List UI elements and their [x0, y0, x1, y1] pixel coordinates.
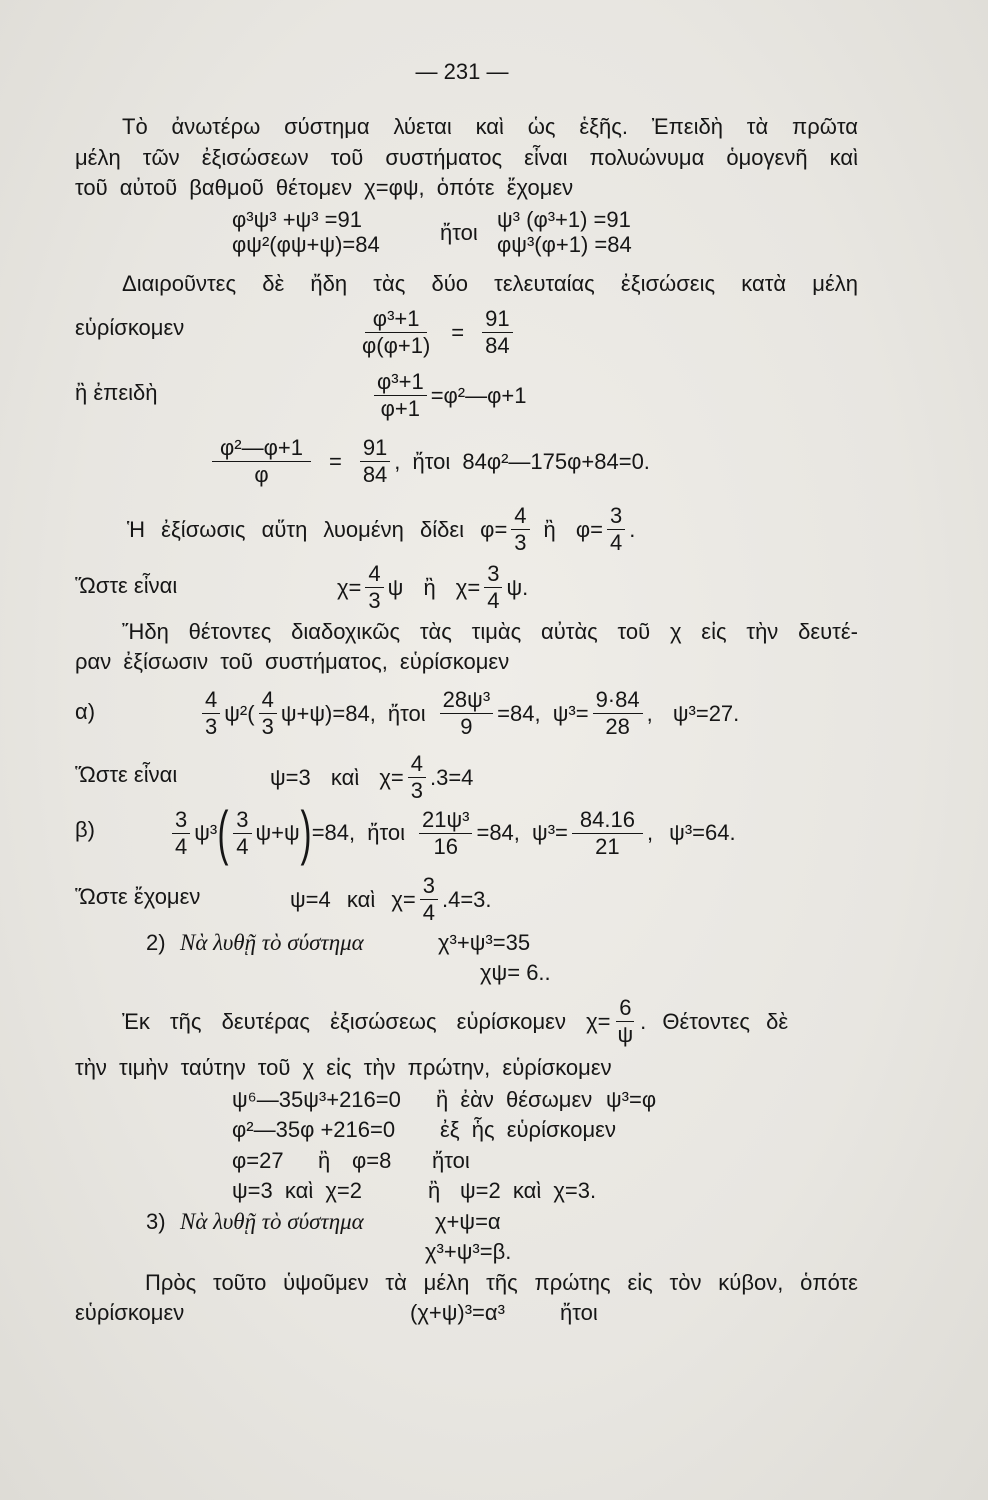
step-1-text: ἢ ἐὰν θέσωμεν: [436, 1087, 593, 1112]
fraction: [233, 807, 251, 860]
step-4-solution-2: ψ=2 καὶ χ=3.: [460, 1178, 597, 1203]
solution-2-line-1: [122, 995, 788, 1048]
roots-end: .: [629, 516, 636, 542]
problem-2-prompt: Νὰ λυθῇ τὸ σύστημα: [180, 930, 364, 955]
fraction: [365, 561, 383, 614]
solution-2-lead: Ἐκ τῆς δευτέρας ἐξισώσεως εὑρίσκομεν χ=: [122, 1008, 611, 1034]
fraction-numerator: 21ψ³: [419, 807, 472, 834]
case-a-term-1: ψ²(: [224, 700, 255, 726]
fraction-denominator: 4: [422, 900, 435, 925]
system-connector: ἤτοι: [440, 220, 478, 245]
fraction-numerator: 28ψ³: [440, 687, 493, 714]
step-1-substitution: ψ³=φ: [606, 1087, 657, 1112]
fraction-denominator: φ(φ+1): [362, 333, 431, 358]
step-3-root-2: φ=8: [352, 1148, 392, 1173]
fraction-numerator: 9·84: [593, 687, 643, 714]
case-a-result-label: Ὥστε εἶναι: [75, 762, 178, 787]
fraction: [212, 435, 311, 488]
fraction: [259, 687, 277, 740]
fraction-numerator: 84.16: [572, 807, 643, 834]
system-left-equation-2: φψ²(φψ+ψ)=84: [232, 232, 380, 257]
fraction-denominator: 16: [433, 833, 458, 859]
fraction-denominator: 3: [368, 588, 381, 613]
division-equation: [355, 306, 517, 359]
problem-2-equation-1: χ³+ψ³=35: [438, 930, 531, 955]
step-4-or: ἢ: [428, 1178, 441, 1203]
since-rhs: =φ²—φ+1: [430, 382, 527, 408]
relation-start: χ=: [337, 574, 362, 600]
fraction: [360, 435, 390, 488]
case-a-result-term-2: .3=4: [429, 764, 474, 790]
fraction-denominator: 21: [595, 833, 620, 859]
substitution-line-2: ραν ἐξίσωσιν τοῦ συστήματος, εὑρίσκομεν: [75, 649, 510, 674]
case-a-term-2: ψ+ψ)=84, ἤτοι: [280, 700, 426, 726]
fraction-denominator: 3: [205, 714, 218, 739]
fraction-denominator: 4: [487, 588, 500, 613]
intro-line-1: Τὸ ἀνωτέρω σύστημα λύεται καὶ ὡς ἑξῆς. Ἐπειδὴ τὰ πρῶτα: [122, 114, 858, 139]
case-b-label: β): [75, 817, 95, 842]
fraction-numerator: 4: [259, 687, 277, 714]
problem-3-equation-2: χ³+ψ³=β.: [425, 1239, 512, 1264]
equals-sign: =: [328, 448, 342, 474]
case-b-result-equation: [290, 873, 492, 926]
case-a-term-4: , ψ³=27.: [646, 700, 740, 726]
fraction: [420, 873, 438, 926]
fraction: [359, 306, 433, 359]
fraction: [593, 687, 643, 740]
fraction-numerator: 91: [360, 435, 390, 462]
substitution-line-1: Ἤδη θέτοντες διαδοχικῶς τὰς τιμὰς αὐτὰς τοῦ χ εἰς τὴν δευτέ-: [122, 619, 858, 644]
problem-3-number: 3): [146, 1209, 166, 1234]
case-a-result-equation: [270, 751, 473, 804]
fraction-numerator: 4: [365, 561, 383, 588]
fraction: [374, 369, 427, 422]
fraction-denominator: 3: [410, 778, 423, 803]
relation-equation: [337, 561, 528, 614]
relation-end: ψ.: [506, 574, 529, 600]
fraction-denominator: ψ: [617, 1022, 634, 1047]
fraction-denominator: 3: [261, 714, 274, 739]
fraction: [202, 687, 220, 740]
closing-tail: ἤτοι: [560, 1300, 598, 1325]
case-b-result-label: Ὥστε ἔχομεν: [75, 884, 201, 909]
fraction: [419, 807, 472, 860]
fraction-numerator: 3: [420, 873, 438, 900]
intro-line-3: τοῦ αὐτοῦ βαθμοῦ θέτομεν χ=φψ, ὁπότε ἔχομεν: [75, 175, 574, 200]
case-a-term-3: =84, ψ³=: [497, 700, 589, 726]
fraction: [408, 751, 426, 804]
fraction-numerator: 4: [202, 687, 220, 714]
fraction-denominator: 4: [175, 833, 188, 859]
fraction: [440, 687, 493, 740]
fraction-numerator: 91: [482, 306, 512, 333]
closing-line-1: Πρὸς τοῦτο ὑψοῦμεν τὰ μέλη τῆς πρώτης εἰς τὸν κύβον, ὁπότε: [145, 1270, 858, 1295]
fraction-numerator: 3: [484, 561, 502, 588]
fraction: [572, 807, 643, 860]
fraction-numerator: 4: [511, 503, 529, 530]
fraction-numerator: φ³+1: [374, 369, 427, 396]
fraction-denominator: 3: [514, 530, 527, 555]
step-3-root-1: φ=27: [232, 1148, 284, 1173]
case-a-result-term-1: ψ=3 καὶ χ=: [270, 764, 404, 790]
fraction-numerator: 6: [616, 995, 634, 1022]
problem-3-equation-1: χ+ψ=α: [435, 1209, 501, 1234]
fraction-denominator: 84: [362, 462, 388, 487]
closing-label: εὑρίσκομεν: [75, 1300, 185, 1325]
fraction: [607, 503, 625, 556]
relation-mid: ψ ἢ χ=: [387, 574, 481, 600]
fraction: [482, 306, 512, 359]
fraction-denominator: 28: [605, 714, 630, 739]
fraction: [614, 995, 636, 1048]
since-equation: [370, 369, 526, 422]
step-2-equation: φ²—35φ +216=0: [232, 1117, 396, 1142]
case-b-term-3: =84, ἤτοι: [311, 820, 405, 845]
fraction-numerator: φ²—φ+1: [212, 435, 311, 462]
quadratic-equation: [208, 435, 650, 488]
fraction-denominator: 4: [236, 833, 249, 859]
case-b-result-term-1: ψ=4 καὶ χ=: [290, 886, 416, 912]
equals-sign: =: [451, 319, 465, 345]
case-a-label: α): [75, 699, 96, 724]
problem-3-prompt: Νὰ λυθῇ τὸ σύστημα: [180, 1209, 364, 1234]
case-b-term-1: ψ³: [194, 820, 218, 845]
case-a-equation: [198, 687, 739, 740]
step-3-or: ἢ: [318, 1148, 331, 1173]
closing-equation: (χ+ψ)³=α³: [410, 1300, 505, 1325]
solution-2-trail: . Θέτοντες δὲ: [640, 1008, 789, 1034]
case-b-equation: [168, 799, 736, 866]
fraction-numerator: 4: [408, 751, 426, 778]
roots-line: [127, 503, 635, 556]
fraction: [172, 807, 190, 860]
fraction: [484, 561, 502, 614]
fraction-numerator: φ³+1: [365, 306, 428, 333]
fraction: [511, 503, 529, 556]
intro-line-2: μέλη τῶν ἐξισώσεων τοῦ συστήματος εἶναι πολυώνυμα ὁμογενῆ καὶ: [75, 145, 858, 170]
problem-2-number: 2): [146, 930, 166, 955]
fraction-denominator: 84: [485, 333, 510, 358]
step-1-equation: ψ⁶—35ψ³+216=0: [232, 1087, 401, 1112]
solution-2-line-2: τὴν τιμὴν ταύτην τοῦ χ εἰς τὴν πρώτην, εὑρίσκομεν: [75, 1055, 612, 1080]
problem-2-equation-2: χψ= 6..: [480, 960, 551, 985]
fraction-denominator: φ: [254, 462, 269, 487]
roots-or: ἢ φ=: [543, 516, 604, 542]
fraction-numerator: 3: [172, 807, 190, 834]
step-4-solution-1: ψ=3 καὶ χ=2: [232, 1178, 362, 1203]
step-2-text: ἐξ ἧς εὑρίσκομεν: [440, 1117, 616, 1142]
division-label: εὑρίσκομεν: [75, 315, 185, 340]
case-b-result-term-2: .4=3.: [441, 886, 492, 912]
fraction-denominator: φ+1: [380, 396, 421, 421]
system-right-equation-2: φψ³(φ+1) =84: [497, 232, 632, 257]
case-b-term-2: ψ+ψ: [255, 820, 300, 845]
fraction-denominator: 4: [610, 530, 623, 555]
system-right-equation-1: ψ³ (φ³+1) =91: [497, 207, 631, 232]
relation-label: Ὥστε εἶναι: [75, 573, 178, 598]
step-3-connector: ἤτοι: [432, 1148, 470, 1173]
close-parenthesis: ): [300, 799, 312, 866]
fraction-numerator: 3: [233, 807, 251, 834]
case-b-term-5: , ψ³=64.: [646, 820, 736, 845]
division-intro-line: Διαιροῦντες δὲ ἤδη τὰς δύο τελευταίας ἐξισώσεις κατὰ μέλη: [122, 271, 858, 296]
roots-text: Ἡ ἐξίσωσις αὕτη λυομένη δίδει φ=: [127, 516, 508, 542]
fraction-denominator: 9: [460, 714, 473, 739]
since-label: ἢ ἐπειδὴ: [75, 380, 158, 405]
open-parenthesis: (: [217, 799, 229, 866]
system-left-equation-1: φ³ψ³ +ψ³ =91: [232, 207, 363, 232]
quadratic-tail: , ἤτοι 84φ²—175φ+84=0.: [394, 448, 650, 474]
case-b-term-4: =84, ψ³=: [476, 820, 568, 845]
page-number: — 231 —: [415, 59, 509, 84]
fraction-numerator: 3: [607, 503, 625, 530]
